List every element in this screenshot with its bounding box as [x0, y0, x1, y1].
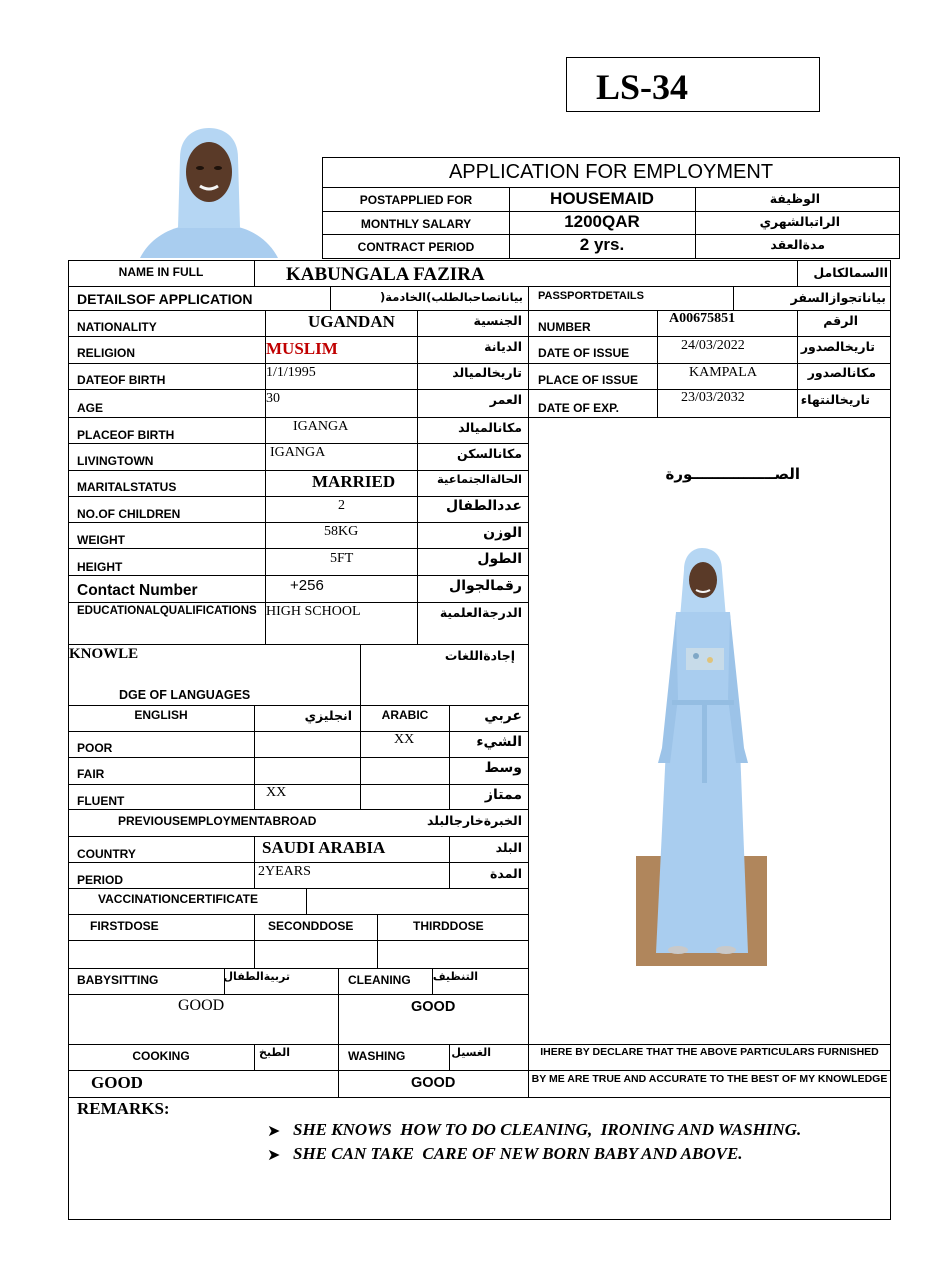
monthly-salary-label: MONTHLY SALARY	[360, 217, 472, 231]
age-value: 30	[266, 391, 280, 406]
children-arabic: عددالطفال	[445, 498, 522, 514]
date-of-exp-label: DATE OF EXP.	[538, 401, 619, 415]
weight-arabic: الوزن	[483, 525, 522, 541]
passport-number-arabic: الرقم	[823, 313, 858, 328]
headshot-photo	[140, 128, 278, 258]
remarks-bullet-2: ➤	[267, 1145, 281, 1164]
religion-arabic: الديانة	[484, 339, 522, 354]
contract-period-value: 2 yrs.	[579, 235, 625, 254]
nationality-value: UGANDAN	[308, 312, 395, 331]
date-of-issue-arabic: تاريخالصدور	[800, 339, 875, 354]
full-body-photo	[636, 548, 767, 966]
dob-label: DATEOF BIRTH	[77, 373, 166, 387]
lang-fair-arabic: وسط	[484, 760, 522, 776]
place-of-issue-label: PLACE OF ISSUE	[538, 373, 639, 387]
dob-value: 1/1/1995	[266, 365, 316, 380]
place-of-issue-arabic: مكانالصدور	[807, 365, 876, 380]
post-applied-label: POSTAPPLIED FOR	[359, 193, 473, 207]
passport-number-label: NUMBER	[538, 320, 591, 334]
passport-label: PASSPORTDETAILS	[538, 290, 644, 302]
washing-value: GOOD	[411, 1075, 456, 1091]
languages-title-arabic: إجادةاللغات	[444, 648, 515, 663]
remarks-label: REMARKS:	[77, 1099, 170, 1118]
children-value: 2	[338, 498, 345, 513]
cleaning-value: GOOD	[411, 999, 456, 1015]
age-arabic: العمر	[489, 392, 522, 407]
weight-value: 58KG	[324, 524, 359, 539]
remarks-bullet-1: ➤	[267, 1121, 281, 1140]
washing-arabic: الغسيل	[451, 1046, 491, 1059]
weight-label: WEIGHT	[77, 533, 125, 547]
height-arabic: الطول	[477, 551, 522, 567]
contract-period-label: CONTRACT PERIOD	[357, 240, 475, 254]
living-town-value: IGANGA	[270, 445, 326, 460]
country-arabic: البلد	[495, 840, 522, 855]
religion-label: RELIGION	[77, 346, 136, 360]
third-dose: THIRDDOSE	[413, 919, 484, 933]
religion-value: MUSLIM	[266, 339, 338, 358]
nationality-arabic: الجنسية	[473, 313, 522, 328]
date-of-issue-label: DATE OF ISSUE	[538, 346, 630, 360]
babysitting-label: BABYSITTING	[77, 973, 159, 987]
english-header: ENGLISH	[134, 708, 188, 722]
education-label: EDUCATIONALQUALIFICATIONS	[77, 605, 257, 617]
ref-code: LS-34	[596, 67, 689, 107]
contact-number-value: +256	[290, 577, 324, 594]
vaccination-title: VACCINATIONCERTIFICATE	[98, 892, 258, 906]
contract-period-arabic: مدةالعقد	[770, 237, 825, 252]
post-applied-value: HOUSEMAID	[550, 189, 654, 208]
monthly-salary-value: 1200QAR	[564, 212, 640, 231]
period-arabic: المدة	[490, 866, 522, 881]
babysitting-value: GOOD	[178, 997, 225, 1014]
lang-fair-label: FAIR	[77, 767, 105, 781]
country-value: SAUDI ARABIA	[262, 838, 386, 857]
employment-title-arabic: الخبرةخارجالبلد	[427, 813, 522, 828]
place-of-birth-label: PLACEOF BIRTH	[77, 428, 175, 442]
education-arabic: الدرجةالعلمية	[439, 605, 522, 620]
remarks-item-1: SHE KNOWS HOW TO DO CLEANING, IRONING AND WASHING.	[293, 1120, 802, 1139]
second-dose: SECONDDOSE	[268, 919, 354, 933]
details-arabic: بياناتصاحبالطلب)الخادمة(	[380, 290, 523, 304]
marital-status-arabic: الحالةالجتماعية	[437, 472, 522, 486]
nationality-label: NATIONALITY	[77, 320, 157, 334]
first-dose: FIRSTDOSE	[90, 919, 159, 933]
date-of-exp-arabic: تاريخالنتهاء	[800, 392, 870, 407]
date-of-issue-value: 24/03/2022	[681, 338, 745, 353]
passport-arabic: بياناتجوازالسفر	[790, 290, 886, 305]
lang-poor-arabic: الشيء	[476, 734, 522, 750]
post-applied-arabic: الوظيفة	[769, 191, 820, 206]
babysitting-arabic: تربيةالطفال	[223, 970, 290, 983]
education-value: HIGH SCHOOL	[266, 604, 361, 619]
details-label: DETAILSOF APPLICATION	[77, 291, 253, 307]
declaration-line-1: IHERE BY DECLARE THAT THE ABOVE PARTICULARS FURNISHED	[540, 1046, 879, 1058]
lang-poor-label: POOR	[77, 741, 113, 755]
contact-number-arabic: رقمالجوال	[449, 578, 522, 594]
languages-title-1: KNOWLE	[69, 646, 139, 662]
declaration-line-2: BY ME ARE TRUE AND ACCURATE TO THE BEST OF MY KNOWLEDGE	[531, 1073, 888, 1085]
period-value: 2YEARS	[258, 864, 311, 879]
lang-fluent-english-value: XX	[266, 785, 287, 800]
remarks-item-2: SHE CAN TAKE CARE OF NEW BORN BABY AND ABOVE.	[293, 1144, 743, 1163]
dob-arabic: تاريخالميالد	[452, 365, 522, 380]
date-of-exp-value: 23/03/2032	[681, 390, 745, 405]
cooking-value: GOOD	[91, 1073, 143, 1092]
living-town-arabic: مكانالسكن	[456, 446, 522, 461]
height-label: HEIGHT	[77, 560, 123, 574]
cleaning-label: CLEANING	[348, 973, 411, 987]
children-label: NO.OF CHILDREN	[77, 507, 181, 521]
monthly-salary-arabic: الراتبالشهري	[759, 214, 840, 229]
living-town-label: LIVINGTOWN	[77, 454, 154, 468]
washing-label: WASHING	[348, 1049, 406, 1063]
arabic-header: ARABIC	[381, 708, 429, 722]
place-of-issue-value: KAMPALA	[689, 365, 757, 380]
arabic-header-arabic: عربي	[484, 708, 522, 724]
lang-poor-arabic-value: XX	[394, 732, 415, 747]
name-label: NAME IN FULL	[118, 265, 204, 279]
languages-title-2: DGE OF LANGUAGES	[119, 688, 251, 702]
application-title: APPLICATION FOR EMPLOYMENT	[448, 161, 774, 183]
marital-status-value: MARRIED	[312, 472, 396, 491]
passport-number-value: A00675851	[669, 311, 736, 326]
country-label: COUNTRY	[77, 847, 136, 861]
marital-status-label: MARITALSTATUS	[77, 480, 177, 494]
place-of-birth-arabic: مكانالميالد	[458, 420, 522, 435]
contact-number-label: Contact Number	[77, 582, 198, 599]
english-header-arabic: انجليزي	[304, 708, 352, 723]
photo-label: الصــــــــــــــــورة	[665, 465, 800, 483]
lang-fluent-label: FLUENT	[77, 794, 125, 808]
employment-title: PREVIOUSEMPLOYMENTABROAD	[118, 814, 317, 828]
name-arabic: االسمالكامل	[813, 265, 888, 280]
cooking-label: COOKING	[132, 1049, 190, 1063]
height-value: 5FT	[330, 551, 354, 566]
lang-fluent-arabic: ممتاز	[484, 787, 522, 803]
name-value: KABUNGALA FAZIRA	[286, 264, 485, 285]
cleaning-arabic: التنظيف	[432, 970, 478, 983]
place-of-birth-value: IGANGA	[293, 419, 349, 434]
age-label: AGE	[77, 401, 104, 415]
cooking-arabic: الطبخ	[258, 1046, 290, 1059]
period-label: PERIOD	[77, 873, 124, 887]
